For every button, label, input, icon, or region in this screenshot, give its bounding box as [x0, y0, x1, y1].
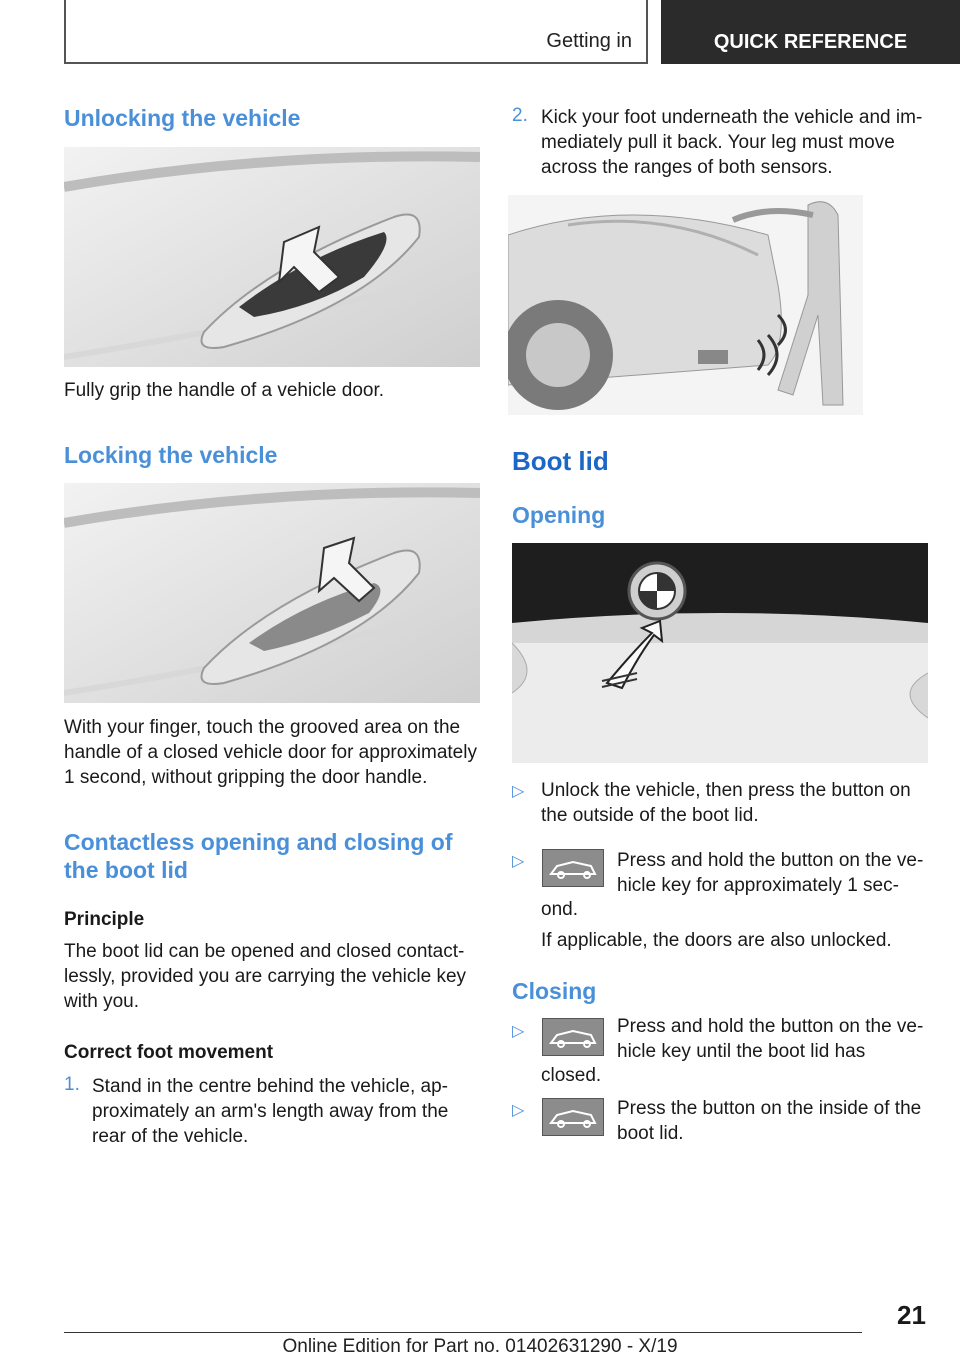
closing-heading: Closing: [512, 978, 597, 1004]
boot-lid-heading: Boot lid: [512, 446, 609, 476]
principle-text: The boot lid can be opened and closed contact-lessly, provided you are carrying the vehicle key with you.: [64, 941, 467, 1012]
lock-heading: Locking the vehicle: [64, 442, 278, 468]
foot-kick-sensor-image: [508, 195, 863, 415]
footer-divider: [64, 1332, 862, 1333]
boot-lid-button-image: [512, 543, 928, 763]
header-section-title: Getting in: [546, 30, 632, 52]
door-handle-unlock-image: [64, 147, 480, 367]
unlock-instruction: Fully grip the handle of a vehicle door.: [64, 380, 385, 401]
step-2-number: 2.: [512, 105, 528, 126]
boot-lid-key-icon: [542, 1018, 604, 1056]
bullet-open-2: ▷: [512, 853, 525, 870]
bullet-close-2: ▷: [512, 1102, 525, 1119]
open-item-1: Unlock the vehicle, then press the button on the outside of the boot lid.: [541, 780, 911, 826]
step-1-text: Stand in the centre behind the vehicle, ap-proximately an arm's length away from the rear of the vehicle.: [92, 1076, 449, 1147]
header-frame: [64, 0, 648, 64]
bullet-open-1: ▷: [512, 783, 525, 800]
footer-edition: Online Edition for Part no. 01402631290 - X/19: [282, 1336, 678, 1357]
boot-lid-key-icon: [542, 849, 604, 887]
page-number: 21: [897, 1300, 926, 1330]
foot-movement-heading: Correct foot movement: [64, 1042, 274, 1063]
header-chapter-tab[interactable]: QUICK REFERENCE: [661, 0, 960, 64]
contactless-heading-line1: Contactless opening and closing of: [64, 829, 453, 855]
close-item-2-text: Press the button on the inside of the boot lid.: [617, 1098, 922, 1144]
close-item-1-continuation: closed.: [541, 1065, 602, 1086]
boot-lid-inside-button-icon: [542, 1098, 604, 1136]
open-item-2-note: If applicable, the doors are also unlocked.: [541, 930, 892, 951]
lock-instruction: With your finger, touch the grooved area on the handle of a closed vehicle door for approximately 1 second, without gripping the door handle.: [64, 717, 477, 788]
opening-heading: Opening: [512, 502, 606, 528]
unlock-heading: Unlocking the vehicle: [64, 105, 301, 131]
principle-heading: Principle: [64, 909, 145, 930]
close-item-1-text: Press and hold the button on the ve-hicle key until the boot lid has: [617, 1016, 924, 1062]
step-1-number: 1.: [64, 1074, 80, 1095]
open-item-2-continuation: ond.: [541, 899, 578, 920]
contactless-heading-line2: the boot lid: [64, 857, 188, 883]
door-handle-lock-image: [64, 483, 480, 703]
step-2-text: Kick your foot underneath the vehicle and im-mediately pull it back. Your leg must move across the ranges of both sensors.: [541, 107, 923, 178]
bullet-close-1: ▷: [512, 1023, 525, 1040]
open-item-2-text: Press and hold the button on the ve-hicle key for approximately 1 sec-: [617, 850, 924, 896]
